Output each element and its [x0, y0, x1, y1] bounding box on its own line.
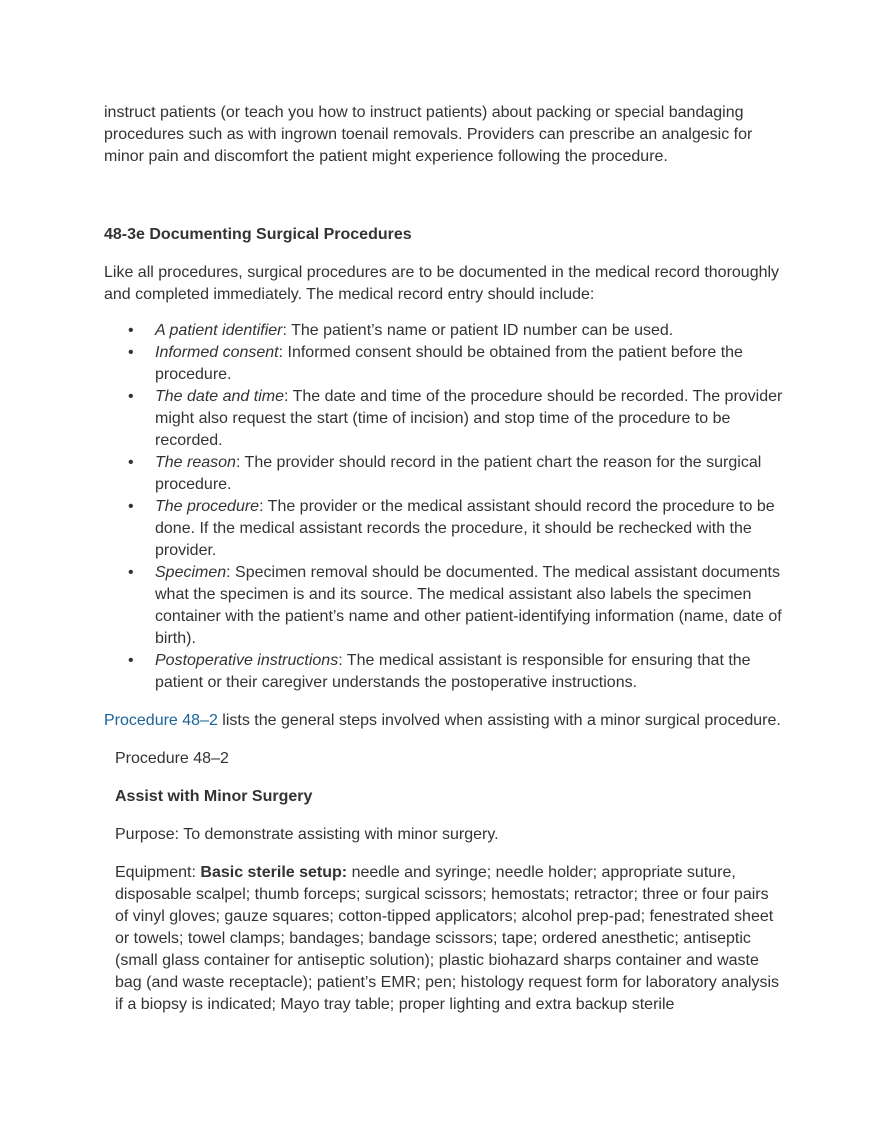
- item-description: : Specimen removal should be documented. The medical assistant documents what the specimen is and its source. The medical assistant also labels the specimen container with the patient’s name and other patient-identifying information (name, date of birth).: [155, 564, 782, 647]
- procedure-purpose: Purpose: To demonstrate assisting with minor surgery.: [115, 826, 499, 843]
- bullet-icon: •: [128, 498, 134, 515]
- bullet-icon: •: [128, 344, 134, 361]
- procedure-48-2-link[interactable]: Procedure 48–2: [104, 712, 218, 729]
- list-item: [104, 320, 784, 342]
- procedure-reference-text: lists the general steps involved when assisting with a minor surgical procedure.: [217, 712, 781, 729]
- bullet-icon: •: [128, 322, 134, 339]
- equipment-list: needle and syringe; needle holder; appropriate suture, disposable scalpel; thumb forceps; surgical scissors; hemostats; retractor; three or four pairs of vinyl gloves; gauze squares; cotton-tipped applicators; alcohol prep-pad; fenestrated sheet or towels; towel clamps; bandages; bandage scissors; tape; ordered anesthetic; antiseptic (small glass container for antiseptic solution); plastic biohazard sharps container and waste bag (and waste receptacle); patient’s EMR; pen; histology request form for laboratory analysis if a biopsy is indicated; Mayo tray table; proper lighting and extra backup sterile: [115, 864, 780, 1013]
- item-term: The reason: [155, 454, 236, 471]
- item-description: : Informed consent should be obtained from the patient before the procedure.: [155, 344, 743, 383]
- section-heading: 48-3e Documenting Surgical Procedures: [104, 226, 412, 243]
- equipment-setup-label: Basic sterile setup:: [200, 864, 348, 881]
- item-description: : The provider or the medical assistant should record the procedure to be done. If the medical assistant records the procedure, it should be rechecked with the provider.: [155, 498, 775, 559]
- procedure-title: Assist with Minor Surgery: [115, 788, 313, 805]
- documentation-items-list: [104, 320, 784, 694]
- list-item: [104, 452, 784, 496]
- item-term: Informed consent: [155, 344, 279, 361]
- procedure-box: [115, 748, 785, 1016]
- list-item: [104, 650, 784, 694]
- list-item: [104, 496, 784, 562]
- item-term: The procedure: [155, 498, 260, 515]
- list-item: [104, 342, 784, 386]
- section-lead-paragraph: Like all procedures, surgical procedures are to be documented in the medical record thoroughly and completed immediately. The medical record entry should include:: [104, 264, 780, 303]
- procedure-reference-paragraph: [104, 710, 784, 732]
- item-term: Specimen: [155, 564, 227, 581]
- item-term: A patient identifier: [155, 322, 283, 339]
- equipment-prefix: Equipment:: [115, 864, 201, 881]
- bullet-icon: •: [128, 454, 134, 471]
- item-term: Postoperative instructions: [155, 652, 339, 669]
- item-description: : The patient’s name or patient ID number can be used.: [282, 322, 674, 339]
- item-description: : The medical assistant is responsible for ensuring that the patient or their caregiver understands the postoperative instructions.: [155, 652, 751, 691]
- intro-paragraph: instruct patients (or teach you how to instruct patients) about packing or special bandaging procedures such as with ingrown toenail removals. Providers can prescribe an analgesic for minor pain and discomfort the patient might experience following the procedure.: [104, 104, 753, 165]
- list-item: [104, 386, 784, 452]
- item-description: : The date and time of the procedure should be recorded. The provider might also request the start (time of incision) and stop time of the procedure to be recorded.: [155, 388, 783, 449]
- item-description: : The provider should record in the patient chart the reason for the surgical procedure.: [155, 454, 762, 493]
- list-item: [104, 562, 784, 650]
- procedure-label: Procedure 48–2: [115, 750, 229, 767]
- bullet-icon: •: [128, 388, 134, 405]
- bullet-icon: •: [128, 564, 134, 581]
- document-page: [104, 102, 784, 1016]
- item-term: The date and time: [155, 388, 284, 405]
- procedure-equipment: [115, 862, 785, 1016]
- bullet-icon: •: [128, 652, 134, 669]
